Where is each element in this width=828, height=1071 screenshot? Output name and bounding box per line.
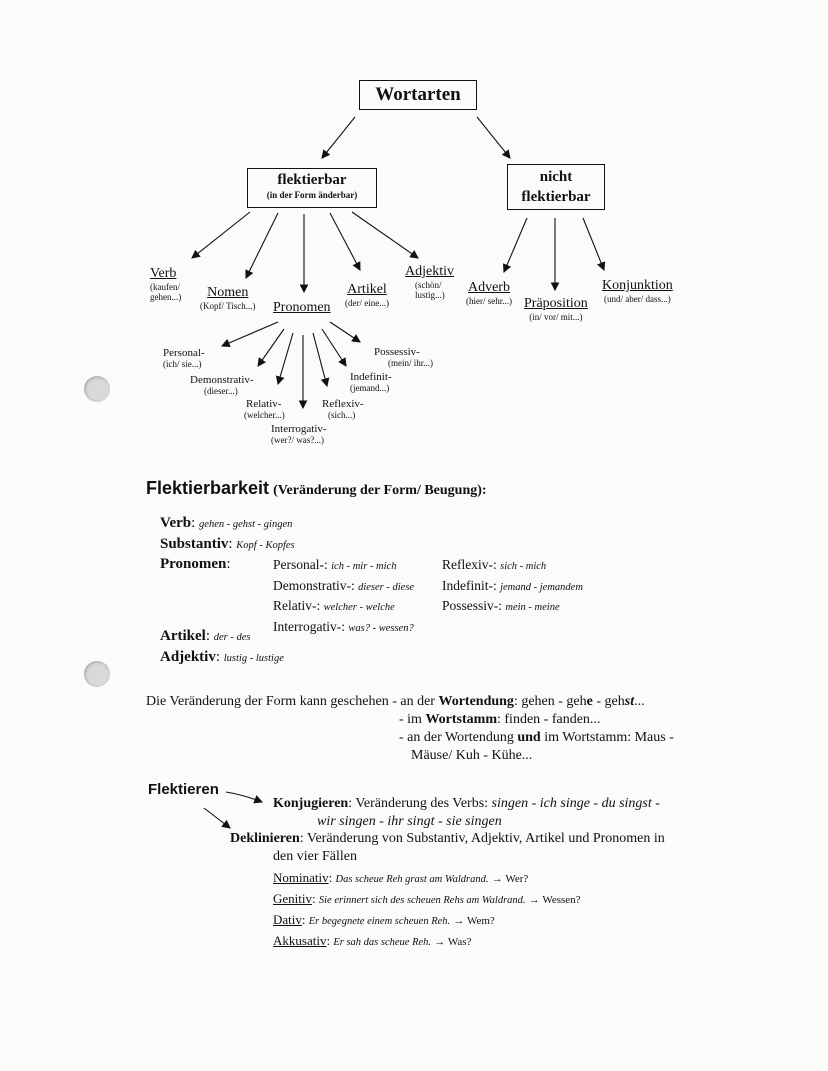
veraenderung-bold: Wortstamm xyxy=(425,712,497,727)
konjunktion-note: (und/ aber/ dass...) xyxy=(604,294,671,304)
veraenderung-text: - geh xyxy=(592,694,625,709)
row-example: lustig - lustige xyxy=(223,653,284,664)
pronomen-row-label: Interrogativ-: xyxy=(273,618,345,634)
pronomen-row-example: mein - meine xyxy=(505,602,560,613)
row-label: Adjektiv xyxy=(160,649,216,665)
pronomen-type-note: (welcher...) xyxy=(244,410,285,420)
pronomen-row-label: Personal-: xyxy=(273,557,328,572)
case-row-nominativ: Nominativ: Das scheue Reh grast am Waldrand. → Wer? xyxy=(273,870,529,885)
veraenderung-text: ... xyxy=(634,694,645,709)
case-row-genitiv: Genitiv: Sie erinnert sich des scheuen Rehs am Waldrand. → Wessen? xyxy=(273,891,581,906)
pronomen-row-label: Reflexiv-: xyxy=(442,557,497,572)
artikel-note: (der/ eine...) xyxy=(345,298,389,308)
row-label: Substantiv xyxy=(160,536,229,552)
case-label: Nominativ xyxy=(273,870,329,885)
row-example: der - des xyxy=(213,632,251,643)
konjugieren-example: wir singen - ihr singt - sie singen xyxy=(317,814,502,829)
case-example: Er begegnete einem scheuen Reh. xyxy=(308,916,451,927)
veraenderung-intro: Die Veränderung der Form kann geschehen - an der xyxy=(146,694,435,709)
nomen-label: Nomen xyxy=(207,285,249,300)
pronomen-type-note: (mein/ ihr...) xyxy=(388,358,433,368)
pronomen-type-note: (sich...) xyxy=(328,410,356,420)
case-example: Er sah das scheue Reh. xyxy=(333,937,432,948)
row-label: Pronomen xyxy=(160,556,227,572)
praeposition-label: Präposition xyxy=(524,296,588,311)
pronomen-type-label: Demonstrativ- xyxy=(190,374,254,386)
root-label: Wortarten xyxy=(375,84,461,105)
pronomen-type-note: (wer?/ was?...) xyxy=(271,435,324,445)
case-example: Sie erinnert sich des scheuen Rehs am Waldrand. xyxy=(318,895,526,906)
pronomen-type-note: (dieser...) xyxy=(204,386,238,396)
row-artikel: Artikel: der - des xyxy=(160,628,251,644)
verb-note: (kaufen/ xyxy=(150,282,180,292)
case-label: Dativ xyxy=(273,912,302,927)
veraenderung-text: - im xyxy=(399,712,422,727)
konjugieren-label: Konjugieren xyxy=(273,796,349,811)
veraenderung-bold: st xyxy=(624,694,635,709)
pronomen-type-label: Personal- xyxy=(163,347,205,359)
adjektiv-note: (schön/ xyxy=(415,280,442,290)
pronomen-type-label: Possessiv- xyxy=(374,346,420,358)
case-label: Genitiv xyxy=(273,891,312,906)
veraenderung-text: im Wortstamm: Maus - xyxy=(544,730,674,745)
case-question: → Wer? xyxy=(491,873,529,885)
row-example: gehen - gehst - gingen xyxy=(199,519,293,530)
pronomen-type-note: (jemand...) xyxy=(350,383,390,393)
row-label: Artikel xyxy=(160,628,206,644)
row-verb: Verb: gehen - gehst - gingen xyxy=(160,515,293,531)
veraenderung-bold: Wortendung xyxy=(438,694,514,709)
veraenderung-text: - an der Wortendung xyxy=(399,730,514,745)
flektierbar-subtitle: (in der Form änderbar) xyxy=(266,190,358,200)
pronomen-label: Pronomen xyxy=(273,300,331,315)
pronomen-type-label: Reflexiv- xyxy=(322,398,364,410)
pronomen-row-example: dieser - diese xyxy=(358,581,415,593)
pronomen-row-label: Indefinit-: xyxy=(442,577,497,593)
adverb-note: (hier/ sehr...) xyxy=(466,296,512,306)
case-row-dativ: Dativ: Er begegnete einem scheuen Reh. → Wem? xyxy=(273,912,495,927)
artikel-label: Artikel xyxy=(347,282,387,297)
pronomen-row-example: sich - mich xyxy=(500,561,547,572)
nicht-flektierbar-line2: flektierbar xyxy=(521,189,591,205)
veraenderung-text: : finden - fanden... xyxy=(497,712,601,727)
pronomen-row-example: ich - mir - mich xyxy=(331,561,397,572)
verb-note: gehen...) xyxy=(150,292,182,302)
case-question: → Was? xyxy=(434,936,472,948)
deklinieren-text: : Veränderung von Substantiv, Adjektiv, Artikel und Pronomen in xyxy=(299,831,665,846)
veraenderung-bold: e xyxy=(586,694,593,709)
row-adjektiv: Adjektiv: lustig - lustige xyxy=(160,649,284,665)
veraenderung-text: Mäuse/ Kuh - Kühe... xyxy=(411,748,533,763)
row-substantiv: Substantiv: Kopf - Kopfes xyxy=(160,536,295,552)
veraenderung-bold: und xyxy=(517,730,541,745)
pronomen-type-label: Interrogativ- xyxy=(271,423,327,435)
heading-note: (Veränderung der Form/ Beugung): xyxy=(273,483,487,498)
pronomen-row-example: jemand - jemandem xyxy=(500,581,583,593)
pronomen-row-label: Demonstrativ-: xyxy=(273,577,355,593)
pronomen-row-example: was? - wessen? xyxy=(348,622,414,634)
deklinieren-line1 xyxy=(230,831,665,847)
adverb-label: Adverb xyxy=(467,280,510,295)
konjugieren-example: singen - ich singe - du singst - xyxy=(491,796,660,811)
nicht-flektierbar-line1: nicht xyxy=(539,169,573,185)
pronomen-type-label: Indefinit- xyxy=(350,371,392,383)
row-example: Kopf - Kopfes xyxy=(236,540,295,551)
konjugieren-line1 xyxy=(273,796,660,812)
veraenderung-text: : gehen - geh xyxy=(513,694,587,709)
row-label: Verb xyxy=(160,515,192,531)
praeposition-note: (in/ vor/ mit...) xyxy=(529,312,583,322)
pronomen-row-label: Possessiv-: xyxy=(442,598,503,613)
pronomen-type-note: (ich/ sie...) xyxy=(163,359,202,369)
konjunktion-label: Konjunktion xyxy=(602,278,673,293)
case-list xyxy=(273,868,581,952)
pronomen-row-label: Relativ-: xyxy=(273,598,321,613)
row-pronomen: Pronomen: xyxy=(160,556,231,572)
adjektiv-label: Adjektiv xyxy=(405,264,454,279)
flektierbar-title: flektierbar xyxy=(277,172,347,188)
nomen-note: (Kopf/ Tisch...) xyxy=(200,301,256,311)
case-question: → Wem? xyxy=(453,915,495,927)
adjektiv-note: lustig...) xyxy=(415,290,445,300)
case-row-akkusativ: Akkusativ: Er sah das scheue Reh. → Was? xyxy=(273,933,472,948)
verb-label: Verb xyxy=(150,266,177,281)
heading-title: Flektierbarkeit xyxy=(146,478,270,498)
pronomen-type-label: Relativ- xyxy=(246,398,282,410)
case-question: → Wessen? xyxy=(528,894,581,906)
pronomen-row-example: welcher - welche xyxy=(323,602,395,613)
deklinieren-label: Deklinieren xyxy=(230,831,300,846)
case-example: Das scheue Reh grast am Waldrand. xyxy=(335,874,489,885)
case-label: Akkusativ xyxy=(273,933,327,948)
flektieren-title: Flektieren xyxy=(148,781,219,798)
deklinieren-text: den vier Fällen xyxy=(273,849,357,864)
konjugieren-text: : Veränderung des Verbs: xyxy=(348,796,489,811)
